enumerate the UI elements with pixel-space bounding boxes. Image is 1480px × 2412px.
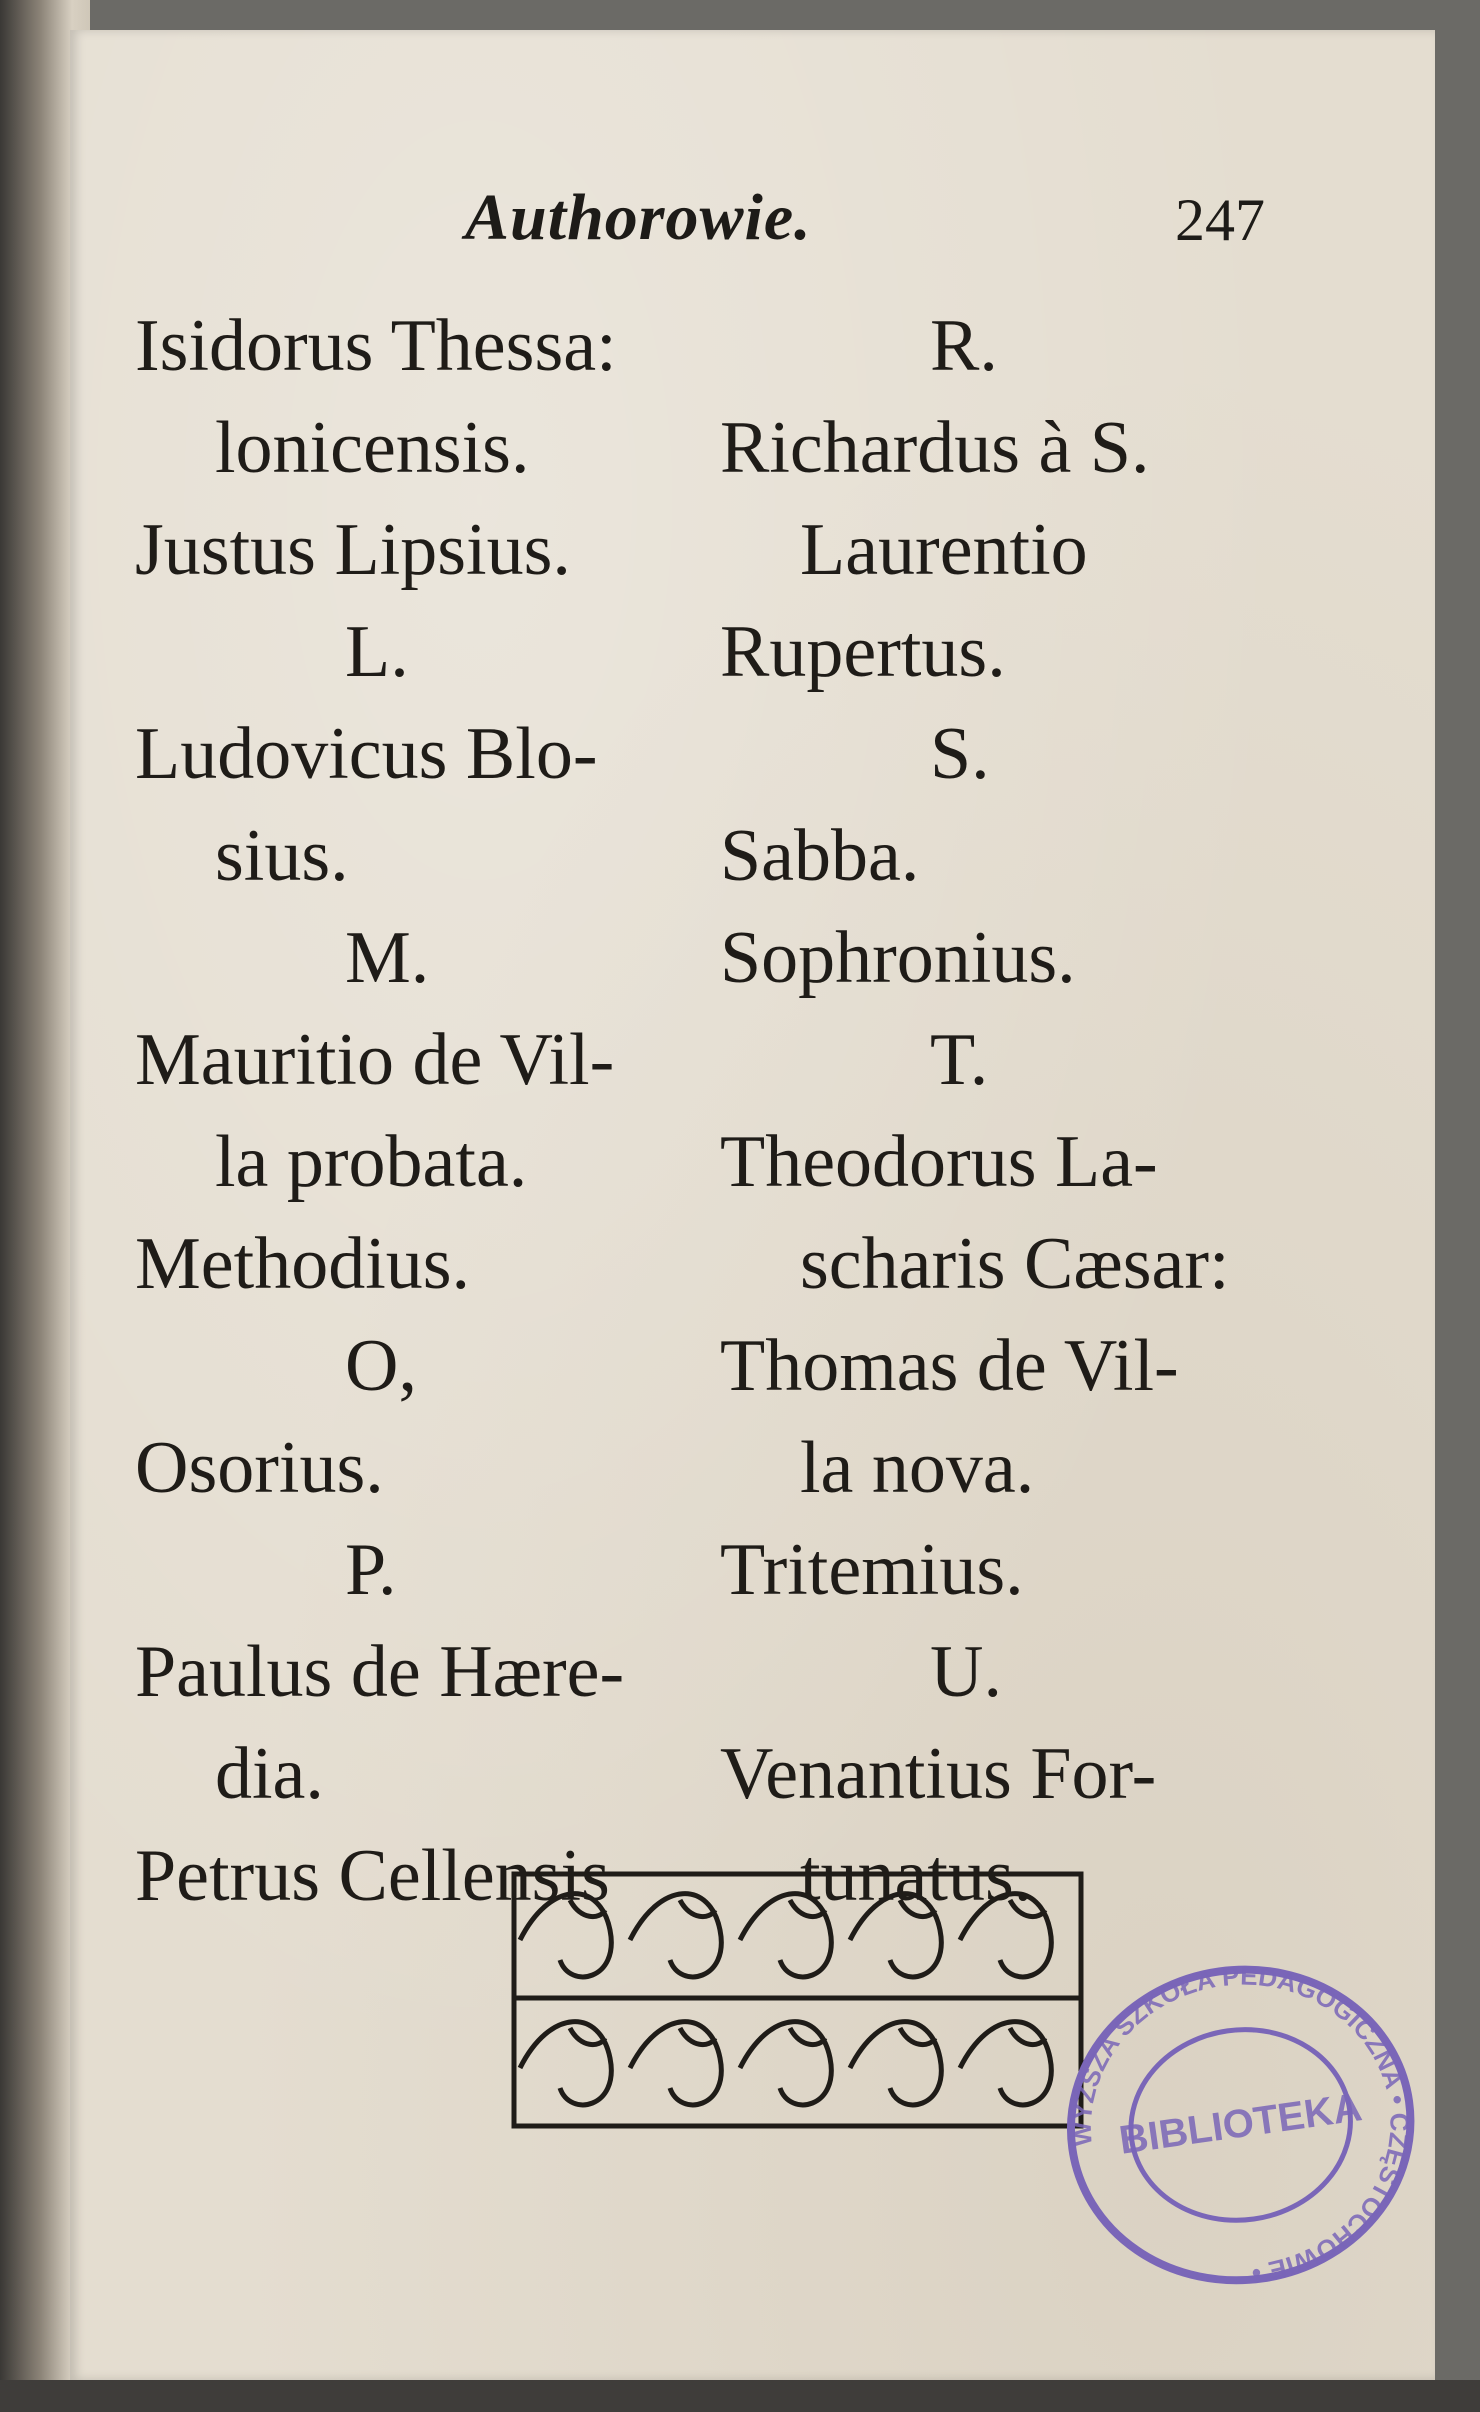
letter-heading: R. <box>930 305 998 387</box>
stamp-outer-text: WYŻSZA SZKOŁA PEDAGOGICZNA • CZĘSTOCHOWIE • <box>1066 1960 1415 2289</box>
entry-line: Justus Lipsius. <box>135 509 571 591</box>
entry-line: scharis Cæsar: <box>800 1223 1230 1305</box>
letter-heading: O, <box>345 1325 417 1407</box>
entry-line: lonicensis. <box>215 407 530 489</box>
entry-line: Mauritio de Vil- <box>135 1019 615 1101</box>
right-column <box>720 295 1370 1927</box>
book-page <box>70 30 1435 2380</box>
library-stamp <box>1029 1930 1451 2310</box>
entry-line: Sophronius. <box>720 917 1076 999</box>
stamp-inner-text: BIBLIOTEKA <box>1116 2085 1365 2163</box>
letter-heading: L. <box>345 611 409 693</box>
running-head: Authorowie. <box>465 181 812 254</box>
entry-line: Sabba. <box>720 815 920 897</box>
entry-line: Theodorus La- <box>720 1121 1158 1203</box>
entry-line: sius. <box>215 815 349 897</box>
entry-line: Paulus de Hære- <box>135 1631 625 1713</box>
scan-bottom-edge <box>0 2380 1480 2412</box>
entry-line: Ludovicus Blo- <box>135 713 598 795</box>
letter-heading: P. <box>345 1529 397 1611</box>
entry-line: Methodius. <box>135 1223 471 1305</box>
left-column <box>135 295 735 1927</box>
letter-heading: M. <box>345 917 430 999</box>
entry-line: Rupertus. <box>720 611 1006 693</box>
letter-heading: U. <box>930 1631 1002 1713</box>
page-number: 247 <box>1175 187 1265 253</box>
entry-line: Petrus Cellensis <box>135 1835 610 1917</box>
entry-line: tunatus. <box>800 1835 1033 1917</box>
entry-line: Richardus à S. <box>720 407 1150 489</box>
letter-heading: S. <box>930 713 990 795</box>
entry-line: la probata. <box>215 1121 528 1203</box>
entry-line: Thomas de Vil- <box>720 1325 1179 1407</box>
entry-line: la nova. <box>800 1427 1035 1509</box>
entry-line: Tritemius. <box>720 1529 1024 1611</box>
letter-heading: T. <box>930 1019 989 1101</box>
page-header <box>70 180 1435 260</box>
entry-line: Laurentio <box>800 509 1088 591</box>
entry-line: dia. <box>215 1733 324 1815</box>
entry-line: Venantius For- <box>720 1733 1157 1815</box>
printers-ornament <box>510 1870 1085 2130</box>
entry-line: Osorius. <box>135 1427 384 1509</box>
entry-line: Isidorus Thessa: <box>135 305 617 387</box>
